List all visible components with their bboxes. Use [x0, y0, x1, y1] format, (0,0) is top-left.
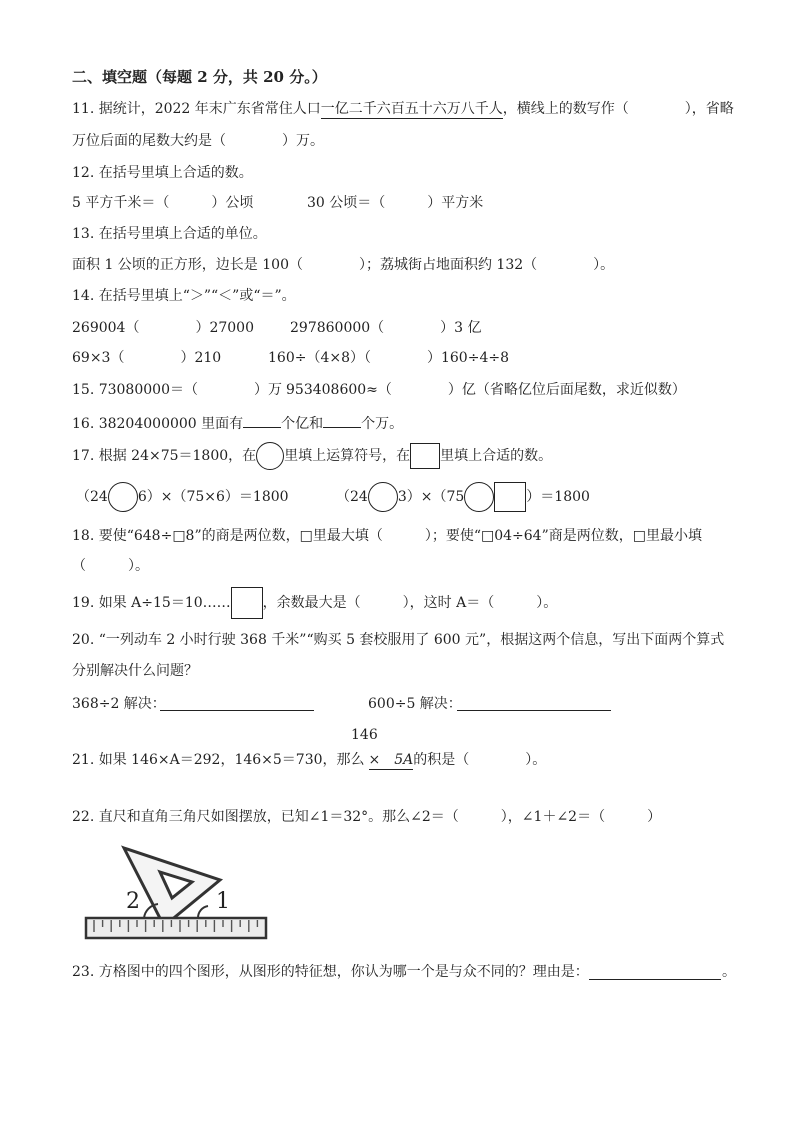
q17-e2-circle-2[interactable] — [464, 482, 494, 512]
q17-circle-example — [256, 442, 284, 470]
q14-r1b: 297860000（ ）3 亿 — [290, 320, 482, 336]
q16-text-a: 16. 38204000000 里面有 — [72, 416, 244, 432]
q13-stem: 13. 在括号里填上合适的单位。 — [72, 226, 267, 242]
q17-e1-text-b: 6）×（75×6）＝1800 — [137, 489, 289, 505]
q21-vertical-top: 146 — [351, 727, 378, 743]
angle-2-label: 2 — [126, 889, 140, 914]
q19-text-a: 19. 如果 A÷15＝10…… — [72, 595, 231, 611]
q16-blank-1[interactable] — [243, 413, 281, 428]
q22-line: 22. 直尺和直角三角尺如图摆放，已知∠1＝32°。那么∠2＝（ ），∠1＋∠2＝（ ） — [72, 809, 662, 825]
angle-1-arc — [198, 906, 208, 918]
q11-line1 — [72, 100, 734, 119]
q20-b: 600÷5 解决： — [368, 696, 462, 712]
q19-remainder-square[interactable] — [231, 587, 263, 619]
q16-text-c: 个万。 — [361, 416, 404, 432]
q17-e1-text-a: （24 — [76, 489, 108, 505]
q21-line — [72, 751, 546, 770]
section-title: 二、填空题（每题 2 分，共 20 分。） — [72, 68, 327, 86]
q13-line: 面积 1 公顷的正方形，边长是 100（ ）；荔城街占地面积约 132（ ）。 — [72, 257, 615, 273]
q21-text-a: 21. 如果 146×A＝292，146×5＝730，那么 — [72, 752, 365, 768]
q18-line1: 18. 要使“648÷□8”的商是两位数，□里最大填（ ）；要使“□04÷64”商是两位数，□里最小填 — [72, 528, 702, 544]
q16-line — [72, 413, 403, 433]
q14-r2a: 69×3（ ）210 — [72, 350, 222, 366]
q16-text-b: 个亿和 — [281, 416, 324, 432]
q11-line2: 万位后面的尾数大约是（ ）万。 — [72, 133, 324, 149]
q17-e1-circle[interactable] — [108, 482, 138, 512]
q18-line2: （ ）。 — [72, 558, 149, 574]
q14-r1a: 269004（ ）27000 — [72, 320, 254, 336]
q17-text-c: 里填上合适的数。 — [440, 448, 553, 464]
q17-expr-2 — [336, 482, 590, 512]
q20-answer-line-2[interactable] — [457, 709, 611, 711]
ruler-body — [86, 918, 266, 938]
q17-text-b: 里填上运算符号，在 — [284, 448, 411, 464]
q14-r2b: 160÷（4×8）（ ）160÷4÷8 — [268, 350, 509, 366]
q20-line2: 分别解决什么问题？ — [72, 663, 198, 679]
q12-item-b: 30 公顷＝（ ）平方米 — [307, 195, 484, 211]
q14-stem: 14. 在括号里填上“＞”“＜”或“＝”。 — [72, 288, 296, 304]
q21-vertical-bottom: × 5A — [368, 752, 414, 768]
q19-text-b: ，余数最大是（ ），这时 A＝（ ）。 — [262, 595, 558, 611]
q21-text-b: 的积是（ ）。 — [413, 752, 547, 768]
q17-e2-square[interactable] — [494, 482, 526, 512]
q17-stem — [72, 442, 552, 470]
q17-expr-1 — [76, 482, 289, 512]
q12-item-a: 5 平方千米＝（ ）公顷 — [72, 195, 254, 211]
q15-b: 953408600≈（ ）亿（省略亿位后面尾数，求近似数） — [286, 382, 686, 398]
q23-end: 。 — [722, 964, 736, 980]
q12-stem: 12. 在括号里填上合适的数。 — [72, 165, 253, 181]
q17-text-a: 17. 根据 24×75＝1800，在 — [72, 448, 257, 464]
q17-square-example — [410, 443, 440, 469]
q17-e2-text-a: （24 — [336, 489, 368, 505]
q16-blank-2[interactable] — [323, 413, 361, 428]
ruler-triangle-figure — [80, 840, 280, 945]
q17-e2-text-c: ）＝1800 — [526, 489, 590, 505]
q15-a: 15. 73080000＝（ ）万 — [72, 382, 282, 398]
q23-text: 23. 方格图中的四个图形，从图形的特征想，你认为哪一个是与众不同的？理由是： — [72, 964, 589, 980]
q11-text-b: ，横线上的数写作（ ），省略 — [502, 101, 734, 117]
q11-underlined-number: 一亿二千六百五十六万八千人 — [320, 101, 503, 117]
q17-e2-text-b: 3）×（75 — [397, 489, 465, 505]
q19-line — [72, 587, 557, 619]
q20-line1: 20. “一列动车 2 小时行驶 368 千米”“购买 5 套校服用了 600 元”，根据这两个信息，写出下面两个算式 — [72, 632, 725, 648]
q11-text-a: 11. 据统计，2022 年末广东省常住人口 — [72, 101, 321, 117]
q20-answer-line-1[interactable] — [160, 709, 314, 711]
q17-e2-circle-1[interactable] — [368, 482, 398, 512]
q20-a: 368÷2 解决： — [72, 696, 166, 712]
q23-answer-line[interactable] — [589, 978, 721, 980]
angle-1-label: 1 — [216, 889, 230, 914]
